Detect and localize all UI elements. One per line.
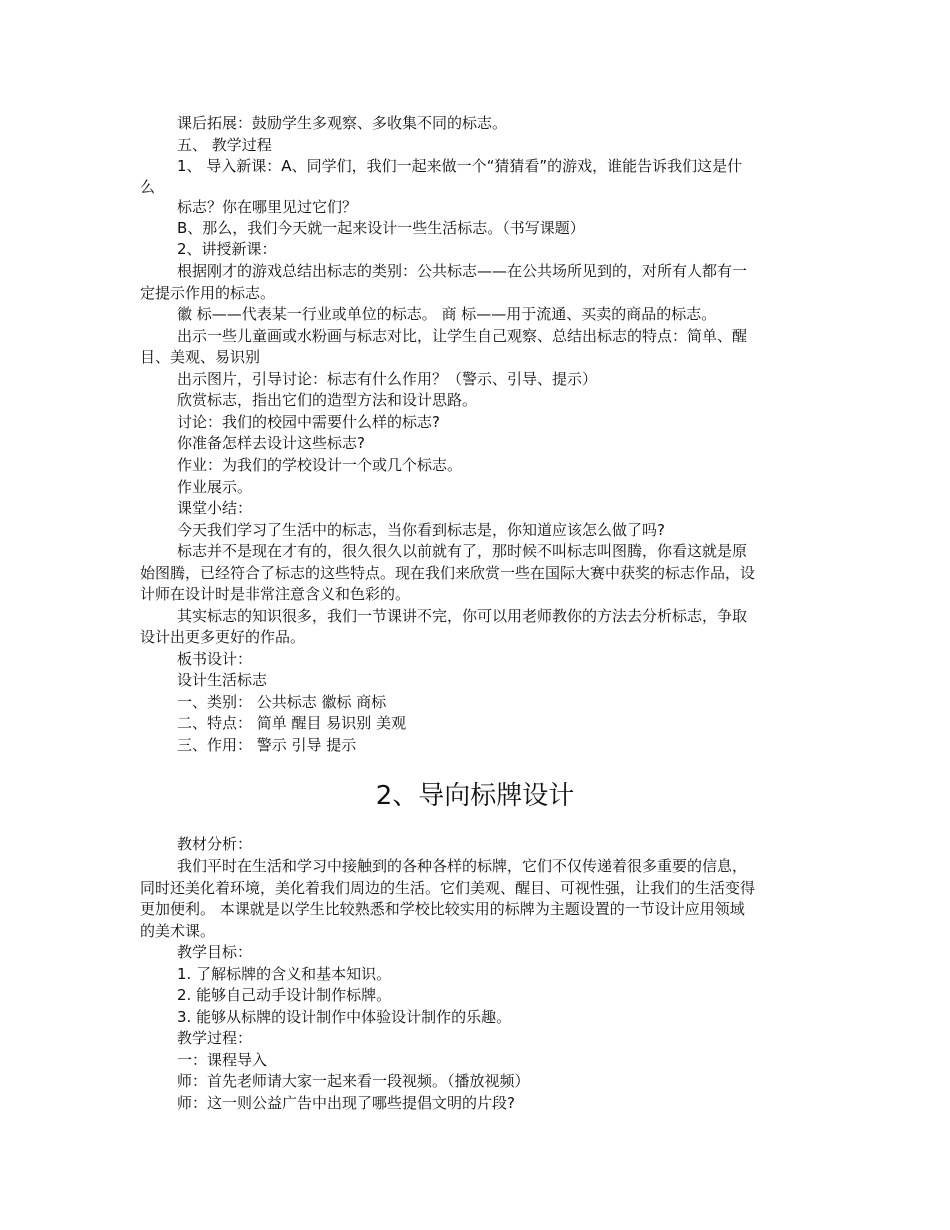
goal-item: 3. 能够从标牌的设计制作中体验设计制作的乐趣。 xyxy=(177,1008,512,1026)
goal-item: 2. 能够自己动手设计制作标牌。 xyxy=(177,986,392,1004)
analysis-line-wrap: 更加便利。 本课就是以学生比较熟悉和学校比较实用的标牌为主题设置的一节设计应用领域 xyxy=(140,900,745,918)
board-topic: 设计生活标志 xyxy=(177,671,268,689)
homework-show-line: 作业展示。 xyxy=(177,478,253,496)
teacher-line: 师：首先老师请大家一起来看一段视频。（播放视频） xyxy=(177,1072,530,1090)
campus-discussion-line: 讨论：我们的校园中需要什么样的标志? xyxy=(177,413,440,431)
design-question-line: 你准备怎样去设计这些标志? xyxy=(177,434,365,452)
step-heading: 一：课程导入 xyxy=(177,1051,268,1069)
features-line: 出示一些儿童画或水粉画与标志对比，让学生自己观察、总结出标志的特点：简单、醒 xyxy=(177,327,748,345)
totem-line-wrap: 计师在设计时是非常注意含义和色彩的。 xyxy=(140,585,411,603)
process-heading: 五、 教学过程 xyxy=(177,136,272,154)
totem-line-wrap: 始图腾，已经符合了标志的这些特点。现在我们来欣赏一些在国际大赛中获奖的标志作品，设 xyxy=(140,564,756,582)
intro-topic-line: B、那么，我们今天就一起来设计一些生活标志。（书写课题） xyxy=(177,219,585,237)
emblem-trademark-line: 徽 标——代表某一行业或单位的标志。 商 标——用于流通、买卖的商品的标志。 xyxy=(177,305,717,323)
appreciation-line: 欣赏标志，指出它们的造型方法和设计思路。 xyxy=(177,391,478,409)
goal-item: 1. 了解标牌的含义和基本知识。 xyxy=(177,965,392,983)
category-line-wrap: 定提示作用的标志。 xyxy=(140,284,276,302)
function-discussion-line: 出示图片，引导讨论：标志有什么作用？（警示、引导、提示） xyxy=(177,370,598,388)
homework-line: 作业：为我们的学校设计一个或几个标志。 xyxy=(177,456,463,474)
closing-line-wrap: 设计出更多更好的作品。 xyxy=(140,628,306,646)
totem-line: 标志并不是现在才有的，很久很久以前就有了，那时候不叫标志叫图腾，你看这就是原 xyxy=(177,542,748,560)
board-heading: 板书设计： xyxy=(177,650,253,668)
intro-question: 标志？你在哪里见过它们？ xyxy=(177,198,358,216)
analysis-line-wrap: 同时还美化着环境，美化着我们周边的生活。它们美观、醒目、可视性强，让我们的生活变得 xyxy=(140,879,756,897)
intro-line-wrap: 么 xyxy=(140,178,156,196)
goals-heading: 教学目标： xyxy=(177,943,253,961)
category-line: 根据刚才的游戏总结出标志的类别：公共标志——在公共场所见到的，对所有人都有一 xyxy=(177,262,748,280)
analysis-line: 我们平时在生活和学习中接触到的各种各样的标牌，它们不仅传递着很多重要的信息， xyxy=(177,857,748,875)
board-item: 三、作用： 警示 引导 提示 xyxy=(177,736,357,754)
board-item: 一、类别： 公共标志 徽标 商标 xyxy=(177,693,387,711)
analysis-heading: 教材分析： xyxy=(177,835,253,853)
summary-line: 今天我们学习了生活中的标志，当你看到标志是，你知道应该怎么做了吗? xyxy=(177,521,665,539)
extension-line: 课后拓展：鼓励学生多观察、多收集不同的标志。 xyxy=(177,114,508,132)
analysis-line-wrap: 的美术课。 xyxy=(140,922,216,940)
summary-heading: 课堂小结： xyxy=(177,499,253,517)
intro-line: 1、 导入新课：A、同学们，我们一起来做一个“猜猜看”的游戏，谁能告诉我们这是什 xyxy=(177,157,743,175)
closing-line: 其实标志的知识很多，我们一节课讲不完，你可以用老师教你的方法去分析标志，争取 xyxy=(177,607,748,625)
process-heading-2: 教学过程： xyxy=(177,1029,253,1047)
teach-heading: 2、讲授新课： xyxy=(177,240,277,258)
features-line-wrap: 目、美观、易识别 xyxy=(140,348,261,366)
board-item: 二、特点： 简单 醒目 易识别 美观 xyxy=(177,714,407,732)
section-title: 2、导向标牌设计 xyxy=(375,781,575,811)
teacher-line: 师：这一则公益广告中出现了哪些提倡文明的片段? xyxy=(177,1094,515,1112)
